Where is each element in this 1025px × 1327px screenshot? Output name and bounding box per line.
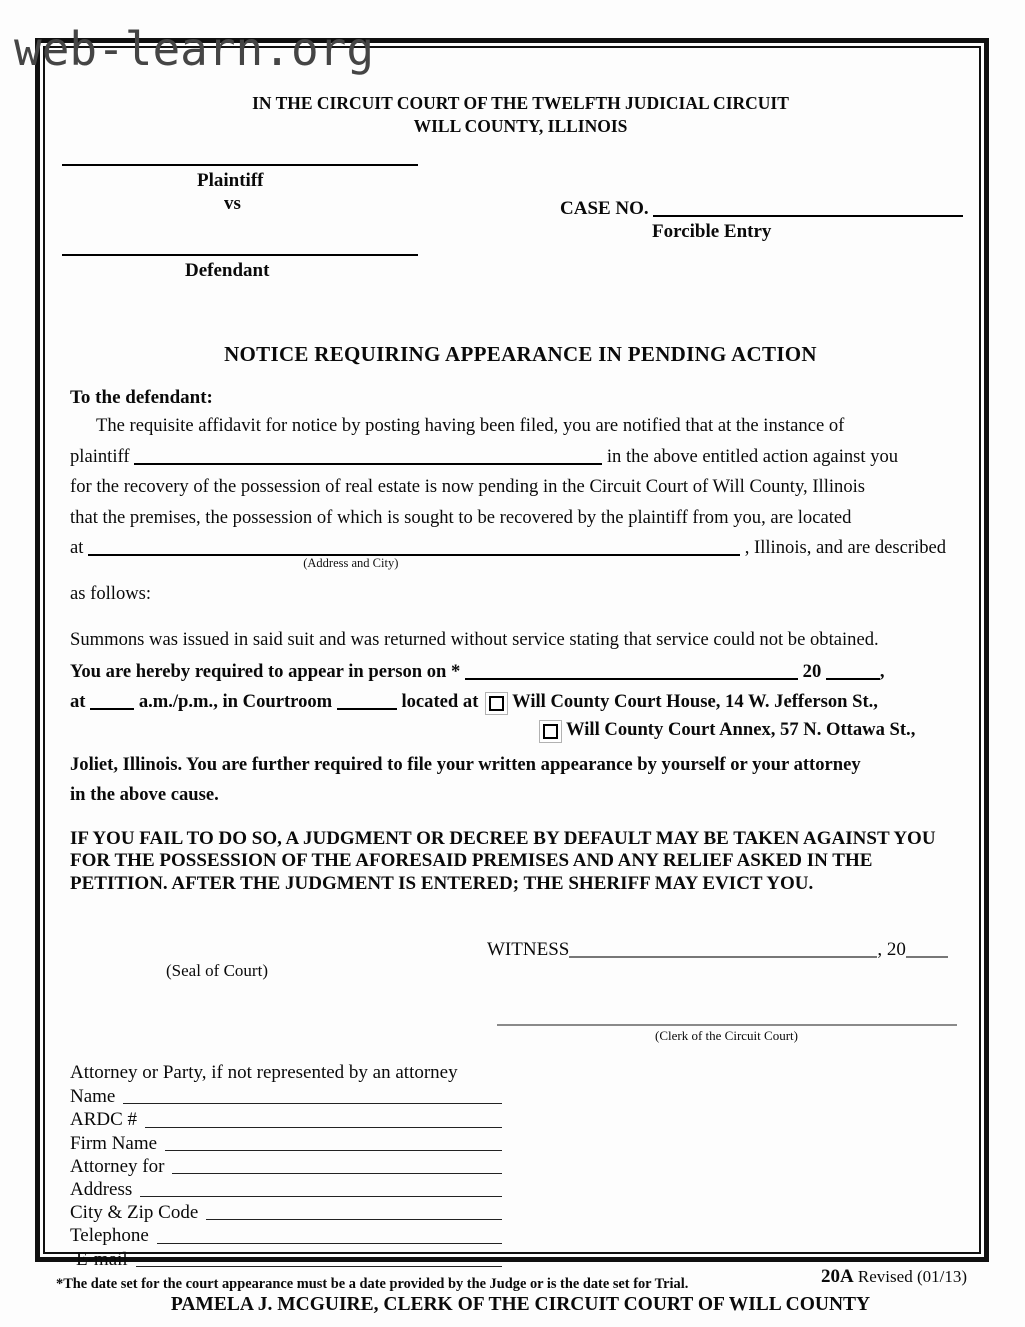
plaintiff-suffix: in the above entitled action against you — [606, 445, 899, 467]
notice-line-2 — [70, 442, 971, 473]
courtroom-blank — [337, 692, 397, 710]
watermark: web-learn.org — [14, 22, 375, 76]
plaintiff-prefix: plaintiff — [70, 445, 130, 467]
time-blank — [90, 692, 134, 710]
address-blank-wrap — [88, 533, 740, 570]
address-blank — [140, 1196, 502, 1197]
seal-of-court: (Seal of Court) — [166, 961, 268, 981]
firm-name-blank — [165, 1150, 502, 1151]
time-at-label: at — [70, 691, 86, 712]
courthouse-option-2: Will County Court Annex, 57 N. Ottawa St., — [566, 718, 916, 740]
witness-row — [70, 937, 971, 961]
attorney-row-email — [70, 1248, 502, 1271]
form-revision: Revised (01/13) — [857, 1267, 967, 1286]
summons-line: Summons was issued in said suit and was returned without service stating that service could not be obtained. — [70, 629, 879, 650]
court-header-line1: IN THE CIRCUIT COURT OF THE TWELFTH JUDICIAL CIRCUIT — [252, 93, 789, 113]
clerk-signature-hint: (Clerk of the Circuit Court) — [655, 1028, 798, 1044]
parties-block — [62, 164, 418, 283]
form-number: 20A — [820, 1266, 854, 1287]
city-zip-label: City & Zip Code — [70, 1202, 199, 1224]
notice-line-4: that the premises, the possession of which is sought to be recovered by the plaintiff from you, are located — [70, 506, 852, 528]
address-label: Address — [70, 1178, 133, 1200]
default-warning: IF YOU FAIL TO DO SO, A JUDGMENT OR DECREE BY DEFAULT MAY BE TAKEN AGAINST YOU FOR THE POSSESSION OF THE AFORESAID PREMISES AND ANY RELIEF ASKED IN THE PETITION. AFTER THE JUDGMENT IS ENTERED; THE SHERIFF MAY EVICT YOU. — [70, 827, 936, 894]
notice-line-5 — [70, 533, 971, 570]
attorney-row-attorney-for — [70, 1155, 502, 1178]
attorney-block — [70, 1061, 971, 1271]
as-follows: as follows: — [70, 582, 152, 604]
notice-line-1: The requisite affidavit for notice by posting having been filed, you are notified that at the instance of — [96, 415, 845, 436]
appear-prefix: You are hereby required to appear in person on * — [70, 660, 461, 682]
address-prefix: at — [70, 537, 84, 558]
plaintiff-label: Plaintiff — [197, 170, 264, 191]
document-title: NOTICE REQUIRING APPEARANCE IN PENDING ACTION — [224, 342, 817, 366]
case-caption — [70, 164, 971, 314]
attorney-row-address — [70, 1178, 502, 1201]
annex-line — [70, 718, 971, 743]
attorney-row-ardc — [70, 1108, 502, 1131]
city-zip-blank — [206, 1219, 502, 1220]
address-hint: (Address and City) — [303, 556, 399, 570]
address-fill-blank — [88, 538, 740, 556]
ampm-label: a.m./p.m., in Courtroom — [138, 691, 333, 712]
address-suffix: , Illinois, and are described — [744, 537, 947, 558]
courthouse-checkbox-icon — [489, 696, 504, 711]
attorney-heading: Attorney or Party, if not represented by an attorney — [70, 1062, 458, 1084]
attorney-for-label: Attorney for — [70, 1155, 165, 1177]
telephone-label: Telephone — [70, 1225, 149, 1247]
attorney-for-blank — [172, 1173, 502, 1174]
document-content — [56, 92, 971, 1316]
courthouse-checkbox-field[interactable] — [485, 692, 508, 715]
witness-year-prefix: , 20 — [877, 939, 906, 961]
form-id — [821, 1266, 967, 1288]
notice-line-3: for the recovery of the possession of real estate is now pending in the Circuit Court of Will County, Illinois — [70, 476, 866, 497]
attorney-row-city-zip — [70, 1201, 502, 1224]
appear-comma: , — [879, 660, 885, 682]
case-no-blank — [653, 199, 963, 217]
email-label: E-mail — [76, 1248, 128, 1270]
located-at-label: located at — [401, 691, 479, 712]
joliet-line: Joliet, Illinois. You are further required to file your written appearance by yourself or your attorney — [70, 753, 861, 775]
court-header-line2: WILL COUNTY, ILLINOIS — [413, 116, 628, 136]
trial-date-footnote: *The date set for the court appearance must be a date provided by the Judge or is the date set for Trial. — [56, 1275, 689, 1292]
case-number-block — [560, 196, 970, 244]
clerk-of-court-name: PAMELA J. MCGUIRE, CLERK OF THE CIRCUIT COURT OF WILL COUNTY — [170, 1293, 871, 1315]
plaintiff-name-blank — [62, 164, 418, 166]
ardc-blank — [145, 1127, 502, 1128]
ardc-label: ARDC # — [70, 1109, 138, 1131]
defendant-label: Defendant — [185, 260, 270, 281]
appear-year-label: 20 — [802, 660, 822, 682]
defendant-name-blank — [62, 254, 418, 256]
name-blank — [123, 1103, 502, 1104]
annex-checkbox-icon — [543, 724, 558, 739]
attorney-row-name — [70, 1085, 502, 1108]
firm-name-label: Firm Name — [70, 1132, 158, 1154]
court-header — [70, 92, 971, 138]
witness-name-blank — [569, 940, 877, 958]
vs-label: vs — [224, 193, 241, 214]
salutation: To the defendant: — [70, 387, 213, 408]
case-type-label: Forcible Entry — [652, 221, 772, 243]
email-blank — [136, 1266, 502, 1267]
witness-year-blank — [906, 940, 948, 958]
annex-checkbox-field[interactable] — [539, 720, 562, 743]
attorney-row-telephone — [70, 1224, 502, 1247]
attorney-row-firm — [70, 1132, 502, 1155]
name-label: Name — [70, 1086, 116, 1108]
telephone-blank — [157, 1243, 502, 1244]
courthouse-option-1: Will County Court House, 14 W. Jefferson St., — [512, 691, 878, 712]
appear-year-blank — [826, 662, 880, 680]
case-no-label: CASE NO. — [560, 198, 649, 220]
appear-line — [70, 657, 971, 688]
appear-date-blank — [465, 662, 798, 680]
courtroom-line — [70, 687, 971, 718]
cause-line: in the above cause. — [70, 784, 219, 805]
witness-label: WITNESS — [487, 939, 570, 961]
plaintiff-fill-blank — [134, 447, 602, 465]
